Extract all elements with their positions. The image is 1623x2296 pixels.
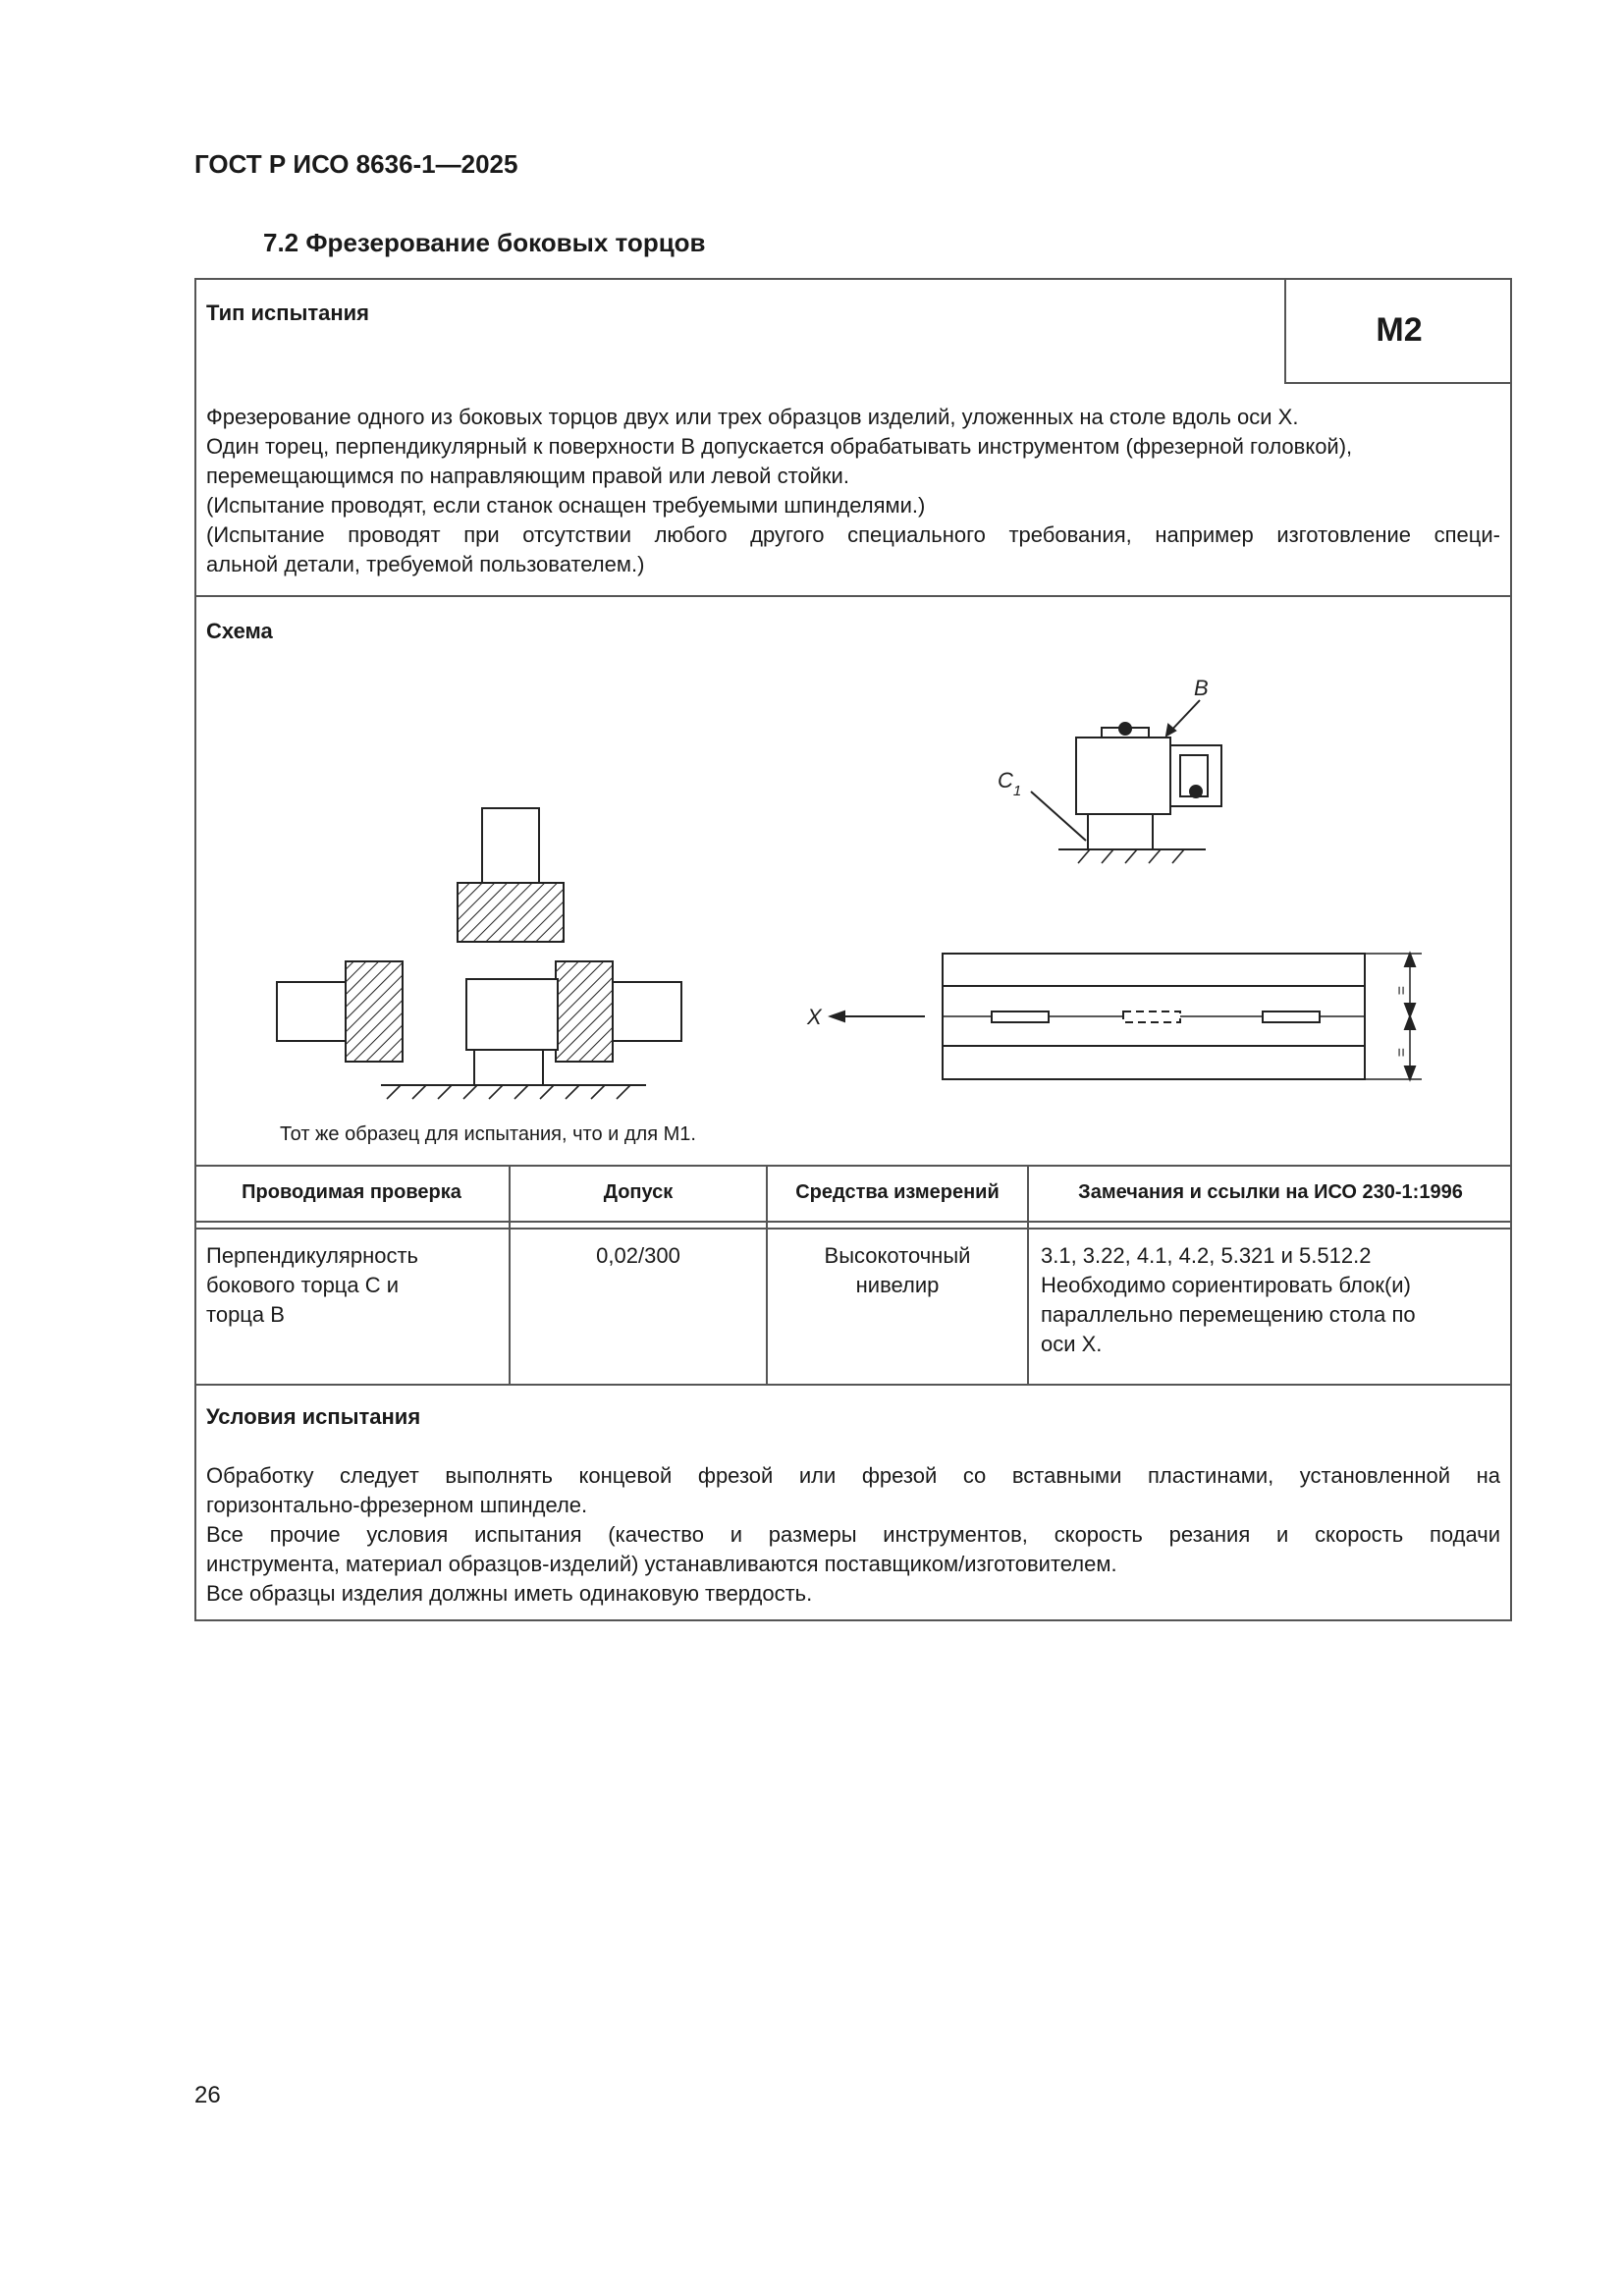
equal-mark: = [1392, 986, 1409, 996]
header-tolerance: Допуск [603, 1180, 674, 1203]
conditions-label: Условия испытания [206, 1404, 421, 1429]
cell-line: параллельно перемещению стола по [1041, 1302, 1416, 1327]
conditions-line: Все образцы изделия должны иметь одинаковую твердость. [206, 1581, 813, 1606]
test-type-label: Тип испытания [206, 301, 370, 325]
divider [194, 1384, 1512, 1386]
center-workpiece [466, 979, 558, 1050]
label-C1 [998, 768, 1021, 799]
header-instrument: Средства измерений [795, 1180, 1000, 1203]
test-description [206, 403, 1500, 579]
label-B: B [1194, 676, 1209, 700]
conditions-line: Все прочие условия испытания (качество и размеры инструментов, скорость резания и скорость подачи [206, 1522, 1500, 1547]
description-line: Фрезерование одного из боковых торцов двух или трех образцов изделий, уложенных на столе вдоль оси X. [206, 405, 1299, 429]
scheme-drawing [194, 595, 1512, 1165]
conditions-line: Обработку следует выполнять концевой фрезой или фрезой со вставными пластинами, установленной на [206, 1463, 1500, 1488]
left-spindle-body [277, 982, 346, 1041]
conditions-line: инструмента, материал образцов-изделий) устанавливаются поставщиком/изготовителем. [206, 1552, 1117, 1576]
left-hatched-workpiece [346, 961, 403, 1062]
conditions-text [206, 1461, 1500, 1609]
page-number: 26 [194, 2082, 221, 2108]
label-C1-letter: C [998, 768, 1013, 793]
conditions-line: горизонтально-фрезерном шпинделе. [206, 1493, 588, 1517]
description-line: перемещающимся по направляющим правой или левой стойки. [206, 464, 849, 488]
cell-line: Перпендикулярность [206, 1243, 419, 1268]
top-hatched-workpiece [458, 883, 564, 942]
header-check: Проводимая проверка [242, 1180, 461, 1203]
divider [194, 1221, 1512, 1223]
cell-tolerance: 0,02/300 [596, 1243, 680, 1268]
document-id: ГОСТ Р ИСО 8636-1—2025 [194, 149, 518, 179]
scheme-caption: Тот же образец для испытания, что и для М1. [280, 1123, 696, 1145]
cell-remarks [1041, 1241, 1502, 1359]
left-elevation-view [277, 808, 681, 1099]
right-spindle-body [613, 982, 681, 1041]
scheme-label: Схема [206, 619, 273, 643]
description-line: альной детали, требуемой пользователем.) [206, 552, 645, 576]
center-support [474, 1050, 543, 1085]
label-X: X [807, 1005, 822, 1029]
label-C1-subscript: 1 [1012, 783, 1022, 799]
cell-line: оси X. [1041, 1332, 1103, 1356]
cell-line: торца B [206, 1302, 285, 1327]
plan-view [831, 954, 1422, 1079]
cell-check [206, 1241, 501, 1330]
block [1076, 738, 1170, 814]
description-line: Один торец, перпендикулярный к поверхности B допускается обрабатывать инструментом (фрезерной головкой), [206, 434, 1353, 459]
side-view [1031, 700, 1221, 863]
description-line: (Испытание проводят, если станок оснащен требуемыми шпинделями.) [206, 493, 926, 518]
cell-line: 3.1, 3.22, 4.1, 4.2, 5.321 и 5.512.2 [1041, 1243, 1372, 1268]
section-title: 7.2 Фрезерование боковых торцов [263, 228, 706, 257]
cell-line: Высокоточный [824, 1243, 971, 1268]
cell-instrument [768, 1241, 1027, 1300]
equal-mark: = [1392, 1048, 1409, 1058]
right-hatched-workpiece [556, 961, 613, 1062]
top-spindle-body [482, 808, 539, 883]
cell-line: нивелир [855, 1273, 940, 1297]
ground-hatch [387, 1085, 630, 1099]
header-remarks: Замечания и ссылки на ИСО 230-1:1996 [1078, 1180, 1463, 1203]
cell-line: Необходимо сориентировать блок(и) [1041, 1273, 1411, 1297]
divider [194, 1228, 1512, 1230]
test-code: М2 [1284, 278, 1512, 384]
cell-line: бокового торца C и [206, 1273, 400, 1297]
description-line: (Испытание проводят при отсутствии любого другого специального требования, например изготовление специ- [206, 522, 1500, 547]
